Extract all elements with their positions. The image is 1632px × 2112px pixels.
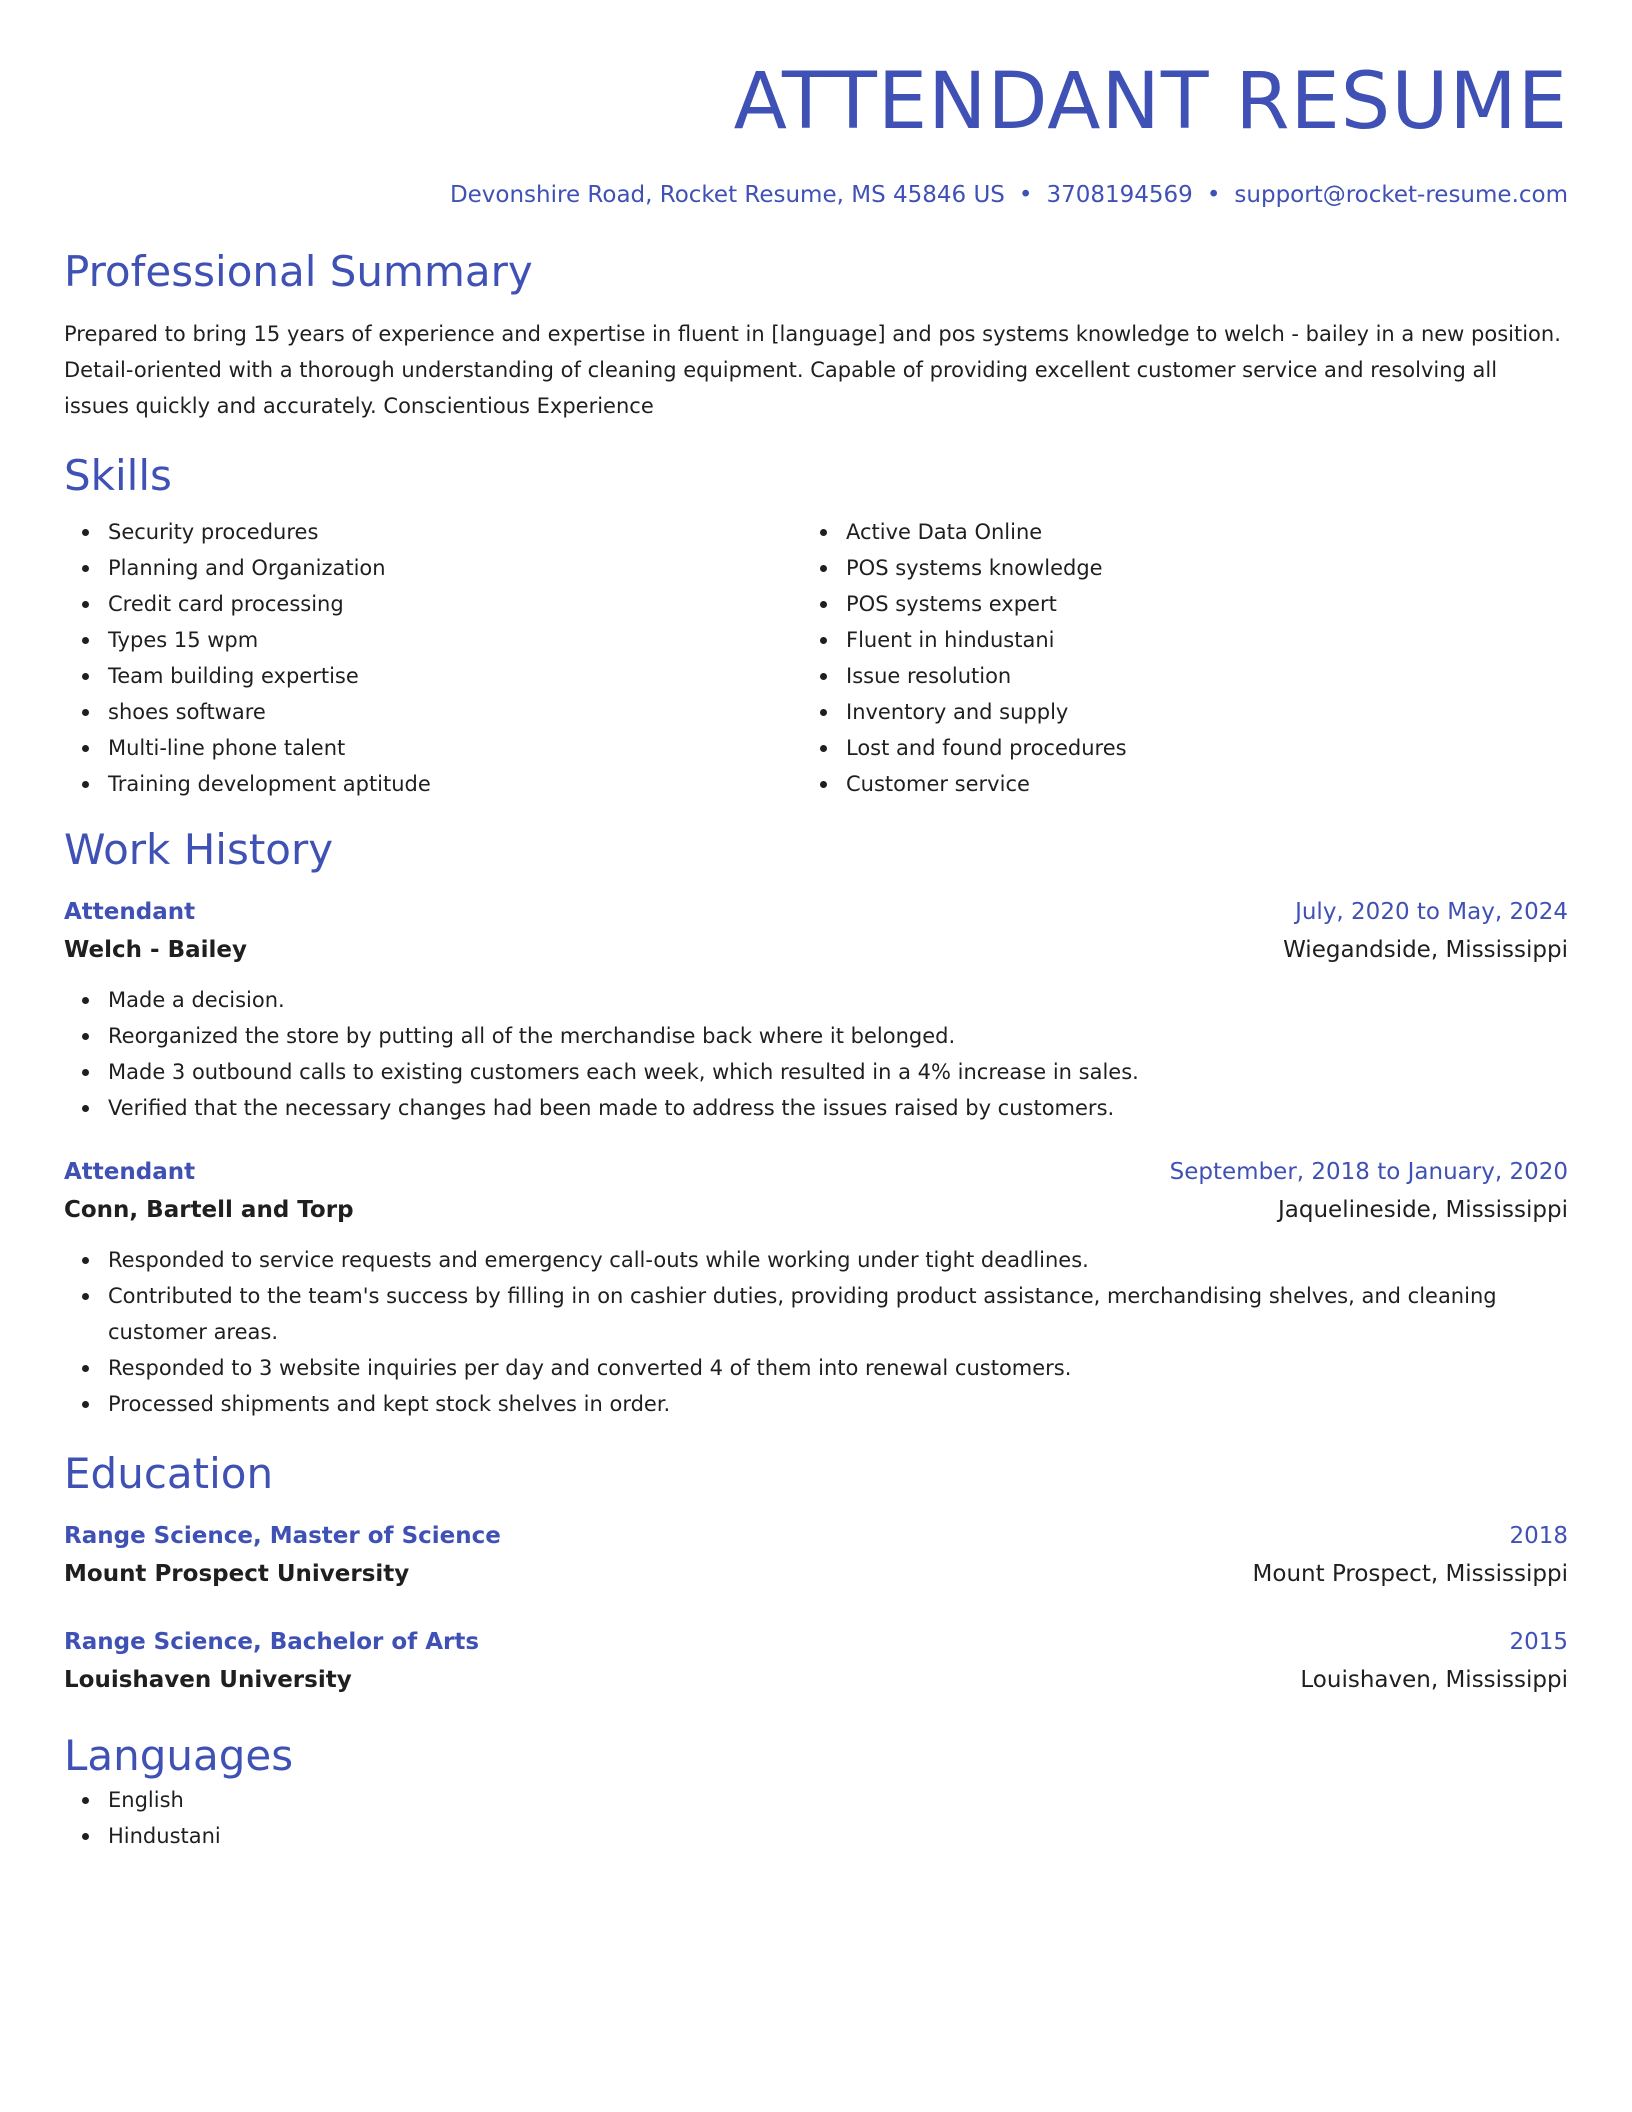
education-degree-row [64, 1624, 1568, 1660]
skill-item: Customer service [846, 766, 1540, 802]
contact-address: Devonshire Road, Rocket Resume, MS 45846 US [449, 182, 1005, 208]
skill-item: Active Data Online [846, 514, 1540, 550]
job-entry [64, 1154, 1568, 1422]
skill-item: Credit card processing [108, 586, 802, 622]
job-bullet: Made a decision. [108, 982, 1568, 1018]
job-location: Jaquelineside, Mississippi [1278, 1197, 1568, 1223]
education-degree-row [64, 1518, 1568, 1554]
job-bullet: Verified that the necessary changes had been made to address the issues raised by customers. [108, 1090, 1568, 1126]
summary-heading: Professional Summary [64, 247, 533, 296]
skill-item: Team building expertise [108, 658, 802, 694]
education-degree: Range Science, Bachelor of Arts [64, 1629, 480, 1655]
skills-heading: Skills [64, 451, 172, 500]
job-company: Conn, Bartell and Torp [64, 1197, 354, 1223]
education-year: 2018 [1509, 1523, 1568, 1549]
contact-separator: • [1206, 182, 1221, 208]
work-history-heading: Work History [64, 825, 334, 874]
job-bullet: Responded to service requests and emergency call-outs while working under tight deadlines. [108, 1242, 1568, 1278]
job-bullet: Reorganized the store by putting all of the merchandise back where it belonged. [108, 1018, 1568, 1054]
job-title-row [64, 894, 1568, 930]
skill-item: Planning and Organization [108, 550, 802, 586]
job-dates: July, 2020 to May, 2024 [1295, 899, 1568, 925]
job-title-row [64, 1154, 1568, 1190]
job-bullets [64, 982, 1568, 1126]
job-location: Wiegandside, Mississippi [1283, 937, 1568, 963]
job-bullet: Made 3 outbound calls to existing customers each week, which resulted in a 4% increase in sales. [108, 1054, 1568, 1090]
languages-list [64, 1782, 1568, 1854]
job-company-row [64, 930, 1568, 970]
skill-item: POS systems expert [846, 586, 1540, 622]
education-school: Mount Prospect University [64, 1561, 410, 1587]
contact-phone: 3708194569 [1046, 182, 1193, 208]
language-item: Hindustani [108, 1818, 1568, 1854]
education-location: Louishaven, Mississippi [1300, 1667, 1568, 1693]
education-degree: Range Science, Master of Science [64, 1523, 501, 1549]
job-bullet: Processed shipments and kept stock shelves in order. [108, 1386, 1568, 1422]
contact-email: support@rocket-resume.com [1234, 182, 1568, 208]
job-role: Attendant [64, 899, 196, 925]
job-company: Welch - Bailey [64, 937, 248, 963]
skills-list-left [64, 514, 802, 802]
skill-item: Training development aptitude [108, 766, 802, 802]
education-entry [64, 1518, 1568, 1594]
job-dates: September, 2018 to January, 2020 [1169, 1159, 1568, 1185]
skill-item: shoes software [108, 694, 802, 730]
skill-item: POS systems knowledge [846, 550, 1540, 586]
language-item: English [108, 1782, 1568, 1818]
education-school: Louishaven University [64, 1667, 352, 1693]
languages-heading: Languages [64, 1731, 294, 1780]
skills-grid [64, 514, 1568, 802]
job-bullets [64, 1242, 1568, 1422]
skill-item: Issue resolution [846, 658, 1540, 694]
job-role: Attendant [64, 1159, 196, 1185]
skill-item: Lost and found procedures [846, 730, 1540, 766]
education-school-row [64, 1660, 1568, 1700]
education-location: Mount Prospect, Mississippi [1252, 1561, 1568, 1587]
skill-item: Types 15 wpm [108, 622, 802, 658]
contact-line [64, 180, 1568, 210]
resume-title: ATTENDANT RESUME [733, 57, 1568, 147]
skill-item: Multi-line phone talent [108, 730, 802, 766]
contact-separator: • [1018, 182, 1033, 208]
summary-text: Prepared to bring 15 years of experience and expertise in fluent in [language] and pos systems knowledge to welch - bailey in a new position. Detail-oriented with a thorough understanding of cleaning equipment. Capable of providing excellent customer service and resolving all issues quickly and accurately. Conscientious Experience [64, 322, 1561, 418]
skills-list-right [802, 514, 1540, 802]
job-bullet: Responded to 3 website inquiries per day and converted 4 of them into renewal customers. [108, 1350, 1568, 1386]
job-bullet: Contributed to the team's success by filling in on cashier duties, providing product assistance, merchandising shelves, and cleaning customer areas. [108, 1278, 1568, 1350]
education-year: 2015 [1509, 1629, 1568, 1655]
education-heading: Education [64, 1449, 274, 1498]
job-entry [64, 894, 1568, 1126]
education-entry [64, 1624, 1568, 1700]
skill-item: Fluent in hindustani [846, 622, 1540, 658]
skill-item: Inventory and supply [846, 694, 1540, 730]
education-school-row [64, 1554, 1568, 1594]
skill-item: Security procedures [108, 514, 802, 550]
job-company-row [64, 1190, 1568, 1230]
resume-header [64, 52, 1568, 210]
